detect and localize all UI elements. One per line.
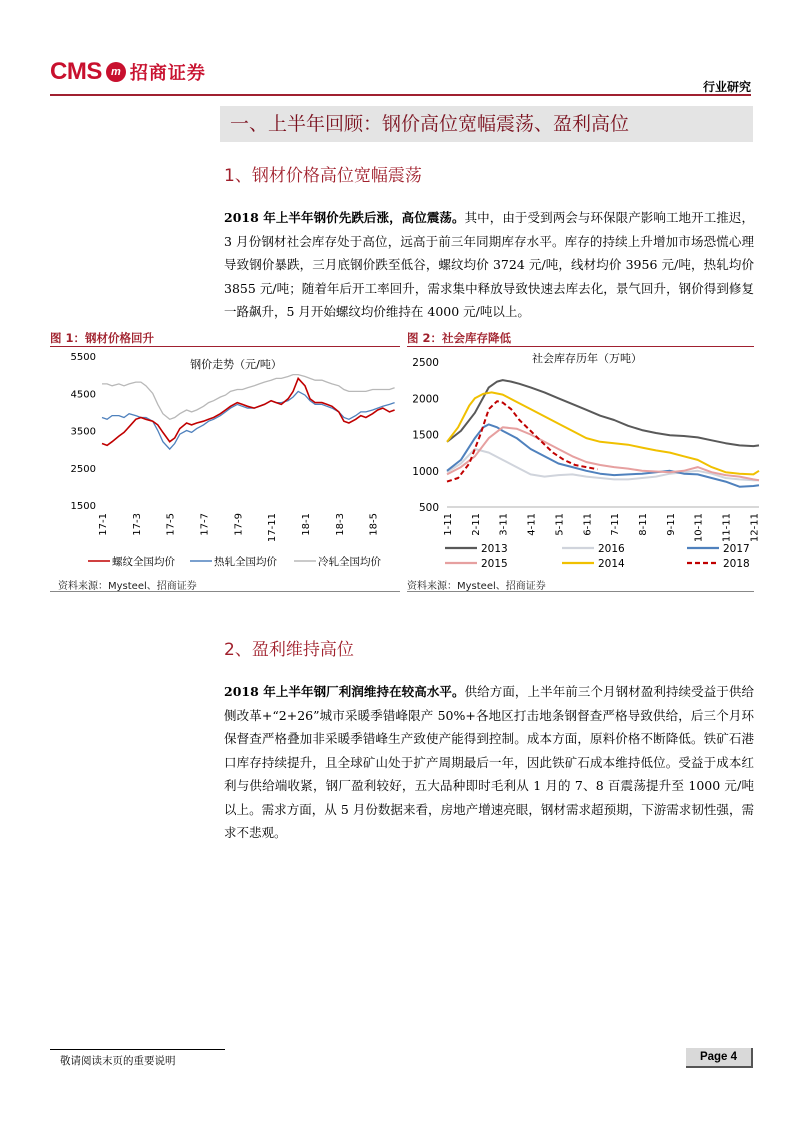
chart2-xtick-label: 5-11: [554, 513, 566, 536]
chart2-legend-label: 2015: [481, 558, 508, 570]
chart2-xtick-label: 8-11: [638, 513, 649, 536]
company-logo: [50, 58, 206, 86]
chart2-ytick-label: 1000: [412, 465, 439, 478]
chart2-title: 社会库存历年（万吨）: [532, 352, 642, 365]
paragraph-lead: 2018 年上半年钢厂利润维持在较高水平。: [224, 684, 465, 699]
chart1-xtick-label: 18-5: [368, 513, 380, 536]
figure1-bottom-rule: [50, 591, 400, 592]
chart2-xtick-label: 6-11: [582, 513, 594, 536]
chart1-ytick-label: 5500: [70, 352, 96, 363]
paragraph-body: 供给方面，上半年前三个月钢材盈利持续受益于供给侧改革+“2+26”城市采暖季错峰限产 50%+各地区打击地条钢督查严格导致供给，后三个月环保督查严格叠加非采暖季错峰生产致使产能得到控制。成本方面，原料价格不断降低。铁矿石港口库存持续提升，且全球矿山处于扩产周期最后一年，因此铁矿石成本维持低位。受益于成本红利与供给端收紧，钢厂盈利较好，五大品种即时毛利从 1 月的 7、8 百震荡提升至 1000 元/吨以上。需求方面，从 5 月份数据来看，房地产增速亮眼，钢材需求超预期，下游需求韧性强，需求不悲观。: [224, 684, 754, 840]
chart2-ytick-label: 1500: [412, 429, 439, 442]
chart2-ytick-label: 500: [418, 502, 439, 514]
chart1-ytick-label: 3500: [70, 426, 96, 438]
logo-text: CMS: [50, 58, 102, 85]
chart1-xtick-label: 17-7: [199, 513, 211, 536]
page-number: Page 4: [686, 1048, 753, 1068]
chart2-xtick-label: 12-11: [749, 513, 761, 543]
chart1-xtick-label: 18-1: [300, 513, 312, 536]
chart1-ytick-label: 1500: [70, 501, 96, 512]
chart2-ytick-label: 2000: [412, 393, 439, 406]
logo-company-name: 招商证券: [129, 63, 206, 84]
chart2-legend-label: 2016: [598, 543, 625, 555]
chart1-legend-label: 冷轧全国均价: [318, 556, 381, 568]
figure1-source: 资料来源：Mysteel、招商证券: [58, 581, 197, 592]
chart2-xtick-label: 10-11: [693, 513, 705, 543]
figure2-rule: [407, 346, 754, 347]
chart2-xtick-label: 1-11: [443, 513, 454, 536]
chart1-ytick-label: 4500: [70, 389, 96, 401]
chart1-title: 钢价走势（元/吨）: [190, 358, 282, 371]
paragraph-prices: [224, 206, 754, 324]
chart2-xtick-label: 4-11: [526, 513, 538, 536]
chart1-series-line: [102, 375, 395, 420]
chart1-xtick-label: 17-9: [233, 513, 245, 536]
chart2-legend-label: 2014: [598, 558, 625, 570]
subsection-heading-profit: 2、盈利维持高位: [224, 640, 354, 660]
chart2-legend-label: 2018: [723, 558, 750, 570]
chart1-series-line: [102, 391, 395, 449]
section-heading: 一、上半年回顾：钢价高位宽幅震荡、盈利高位: [220, 106, 753, 142]
chart2-xtick-label: 9-11: [665, 513, 677, 536]
chart2-legend-label: 2013: [481, 543, 508, 555]
report-category: 行业研究: [702, 80, 751, 94]
chart1-series-line: [102, 378, 395, 445]
chart1-xtick-label: 17-5: [165, 513, 177, 536]
footer-divider: [50, 1049, 225, 1050]
chart2-xtick-label: 7-11: [610, 513, 622, 536]
figure2-chart: [407, 348, 759, 576]
figure1-title: 图 1：钢材价格回升: [50, 331, 155, 345]
chart2-xtick-label: 3-11: [498, 513, 510, 536]
figure1-chart: [50, 348, 402, 576]
chart2-ytick-label: 2500: [412, 357, 439, 369]
subsection-heading-prices: 1、钢材价格高位宽幅震荡: [224, 166, 422, 186]
chart2-series-line: [447, 380, 759, 446]
chart2-legend-label: 2017: [723, 543, 750, 555]
logo-badge-icon: m: [106, 62, 126, 82]
chart1-xtick-label: 18-3: [334, 513, 346, 536]
chart2-xtick-label: 2-11: [470, 513, 482, 536]
chart1-ytick-label: 2500: [70, 463, 96, 475]
chart1-xtick-label: 17-3: [131, 513, 143, 536]
figure2-source: 资料来源：Mysteel、招商证券: [407, 581, 546, 592]
footer-disclaimer: 敬请阅读末页的重要说明: [60, 1055, 176, 1067]
chart1-legend-label: 螺纹全国均价: [112, 556, 175, 568]
chart2-xtick-label: 11-11: [721, 513, 733, 543]
paragraph-body: 其中，由于受到两会与环保限产影响工地开工推迟，3 月份钢材社会库存处于高位，远高于前三年同期库存水平。库存的持续上升增加市场恐慌心理导致钢价暴跌，三月底钢价跌至低谷，螺纹均价 3724 元/吨，线材均价 3956 元/吨，热轧均价 3855 元/吨；随着年后开工率回升，需求集中释放导致快速去库去化，景气回升，钢价得到修复一路飙升，5 月开始螺纹均价维持在 4000 元/吨以上。: [224, 210, 754, 319]
figure2-title: 图 2：社会库存降低: [407, 331, 512, 345]
figure2-bottom-rule: [407, 591, 754, 592]
chart1-xtick-label: 17-11: [267, 513, 279, 543]
figure1-rule: [50, 346, 400, 347]
paragraph-lead: 2018 年上半年钢价先跌后涨，高位震荡。: [224, 210, 465, 225]
header-divider: [50, 94, 751, 96]
chart2-series-line: [447, 427, 759, 480]
paragraph-profit: [224, 680, 754, 845]
chart1-legend-label: 热轧全国均价: [214, 556, 277, 568]
chart1-xtick-label: 17-1: [98, 513, 109, 536]
